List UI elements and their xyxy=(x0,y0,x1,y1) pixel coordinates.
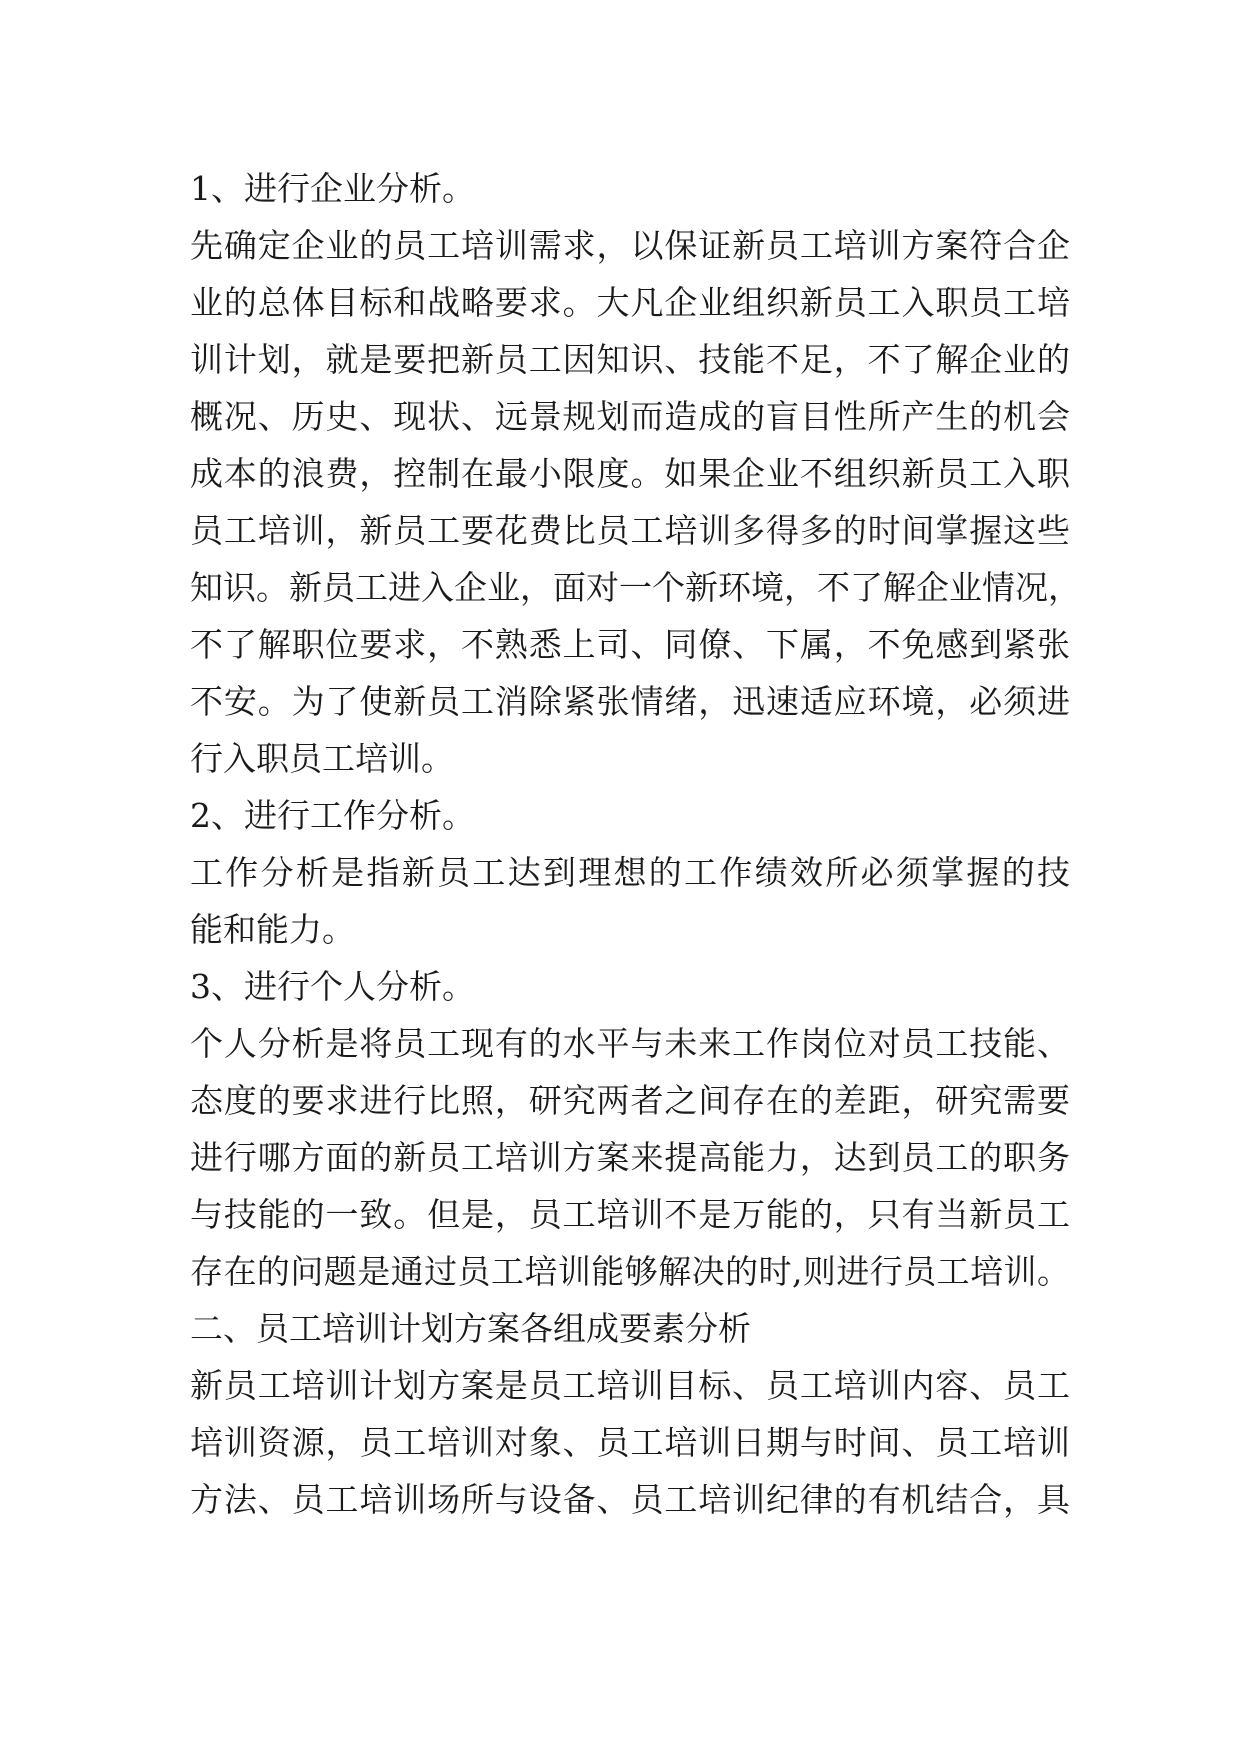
paragraph-line: 业的总体目标和战略要求。大凡企业组织新员工入职员工培 xyxy=(190,283,1070,322)
paragraph-line: 不了解职位要求，不熟悉上司、同僚、下属，不免感到紧张 xyxy=(190,625,1070,664)
heading-2: 2、进行工作分析。 xyxy=(190,796,475,835)
paragraph-line: 不安。为了使新员工消除紧张情绪，迅速适应环境，必须进 xyxy=(190,682,1070,721)
paragraph-line: 进行哪方面的新员工培训方案来提高能力，达到员工的职务 xyxy=(190,1138,1070,1177)
paragraph-line: 员工培训，新员工要花费比员工培训多得多的时间掌握这些 xyxy=(190,511,1070,550)
paragraph-line: 训计划，就是要把新员工因知识、技能不足，不了解企业的 xyxy=(190,340,1070,379)
document-body xyxy=(190,160,1081,1528)
paragraph-line: 存在的问题是通过员工培训能够解决的时,则进行员工培训。 xyxy=(190,1252,1070,1291)
paragraph-line: 成本的浪费，控制在最小限度。如果企业不组织新员工入职 xyxy=(190,454,1070,493)
paragraph-line: 培训资源，员工培训对象、员工培训日期与时间、员工培训 xyxy=(190,1423,1070,1462)
paragraph-line: 先确定企业的员工培训需求，以保证新员工培训方案符合企 xyxy=(190,226,1070,265)
paragraph-line: 知识。新员工进入企业，面对一个新环境，不了解企业情况， xyxy=(190,568,1081,607)
paragraph-line: 个人分析是将员工现有的水平与未来工作岗位对员工技能、 xyxy=(190,1024,1070,1063)
paragraph-line: 行入职员工培训。 xyxy=(190,739,454,778)
paragraph-line: 新员工培训计划方案是员工培训目标、员工培训内容、员工 xyxy=(190,1366,1070,1405)
section-heading: 二、员工培训计划方案各组成要素分析 xyxy=(190,1309,751,1348)
paragraph-line: 与技能的一致。但是，员工培训不是万能的，只有当新员工 xyxy=(190,1195,1070,1234)
heading-1: 1、进行企业分析。 xyxy=(190,169,475,208)
paragraph-line: 概况、历史、现状、远景规划而造成的盲目性所产生的机会 xyxy=(190,397,1070,436)
paragraph-line: 态度的要求进行比照，研究两者之间存在的差距，研究需要 xyxy=(190,1081,1070,1120)
paragraph-line: 工作分析是指新员工达到理想的工作绩效所必须掌握的技 xyxy=(190,853,1070,892)
paragraph-line: 能和能力。 xyxy=(190,910,355,949)
paragraph-line: 方法、员工培训场所与设备、员工培训纪律的有机结合，具 xyxy=(190,1480,1070,1519)
heading-3: 3、进行个人分析。 xyxy=(190,967,475,1006)
